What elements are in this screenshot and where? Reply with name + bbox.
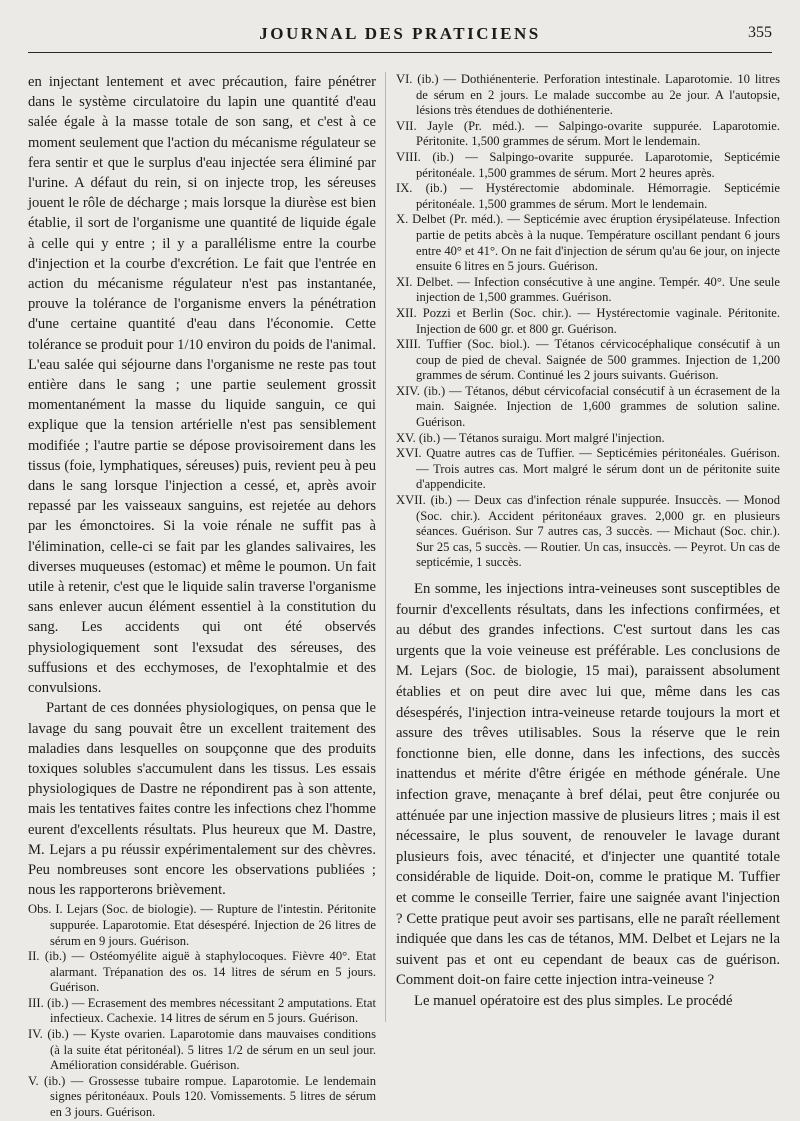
left-column [28, 72, 376, 1121]
observation-item: XI. Delbet. — Infection consécutive à une angine. Tempér. 40°. Une seule injection de 1,500 grammes. Guérison. [396, 274, 780, 305]
observation-item: IV. (ib.) — Kyste ovarien. Laparotomie dans mauvaises conditions (à la suite état péritonéal). 5 litres 1/2 de sérum en un seul jour. Amélioration considérable. Guérison. [28, 1027, 376, 1073]
body-paragraph: en injectant lentement et avec précaution, faire pénétrer dans le système circulatoire du lapin une quantité d'eau salée égale à la masse totale de son sang, et c'est à ce moment seulement que l'action du mécanisme régulateur se fera sentir et que le surplus d'eau injectée sera éliminé par l'urine. A défaut du rein, si on injecte trop, les séreuses jouent le rôle de décharge ; mais lorsque la diurèse est bien établie, il sort de l'organisme une quantité de liquide égale à celle qui y entre ; il y a parallélisme entre la courbe d'injection et la courbe d'excrétion. Le fait que l'entrée en action du mécanisme régulateur n'est pas instantanée, prouve la tolérance de l'organisme envers la pénétration d'une certaine quantité d'eau dans l'économie. Cette tolérance se produit pour 1/10 environ du poids de l'animal. L'eau salée qui séjourne dans l'organisme ne reste pas tout entière dans le sang ; une partie seulement grossit momentanément la masse du liquide sanguin, ce qui explique que la tension artérielle n'est pas sensiblement modifiée ; l'autre partie se dépose provisoirement dans les tissus (foie, lymphatiques, séreuses) puis, revient peu à peu dans le sang lorsque l'injection a cessé, et, après avoir repassé par les vaisseaux sanguins, est rejetée au dehors par les émonctoires. Si la voie rénale ne suffit pas à l'élimination, celle-ci se fait par les glandes salivaires, les diverses muqueuses (estomac) et même le poumon. Un fait utile à retenir, c'est que le liquide salin traverse l'organisme sans enlever aucun élément essentiel à la constitution du sang. Les accidents qui ont été observés physiologiquement sont l'exsudat des séreuses, des suffusions et des ecchymoses, de l'exophtalmie et des convulsions. [28, 74, 376, 697]
observation-item: XV. (ib.) — Tétanos suraigu. Mort malgré l'injection. [396, 430, 665, 445]
right-column [396, 72, 780, 1011]
running-header [28, 22, 772, 52]
body-paragraph: Partant de ces données physiologiques, on pensa que le lavage du sang pouvait être un excellent traitement des maladies dans lesquelles on soupçonne que des produits toxiques solubles s'accumulent dans les tissus. Les essais physiologiques de Dastre ne répondirent pas à son attente, mais les tentatives faites contre les infections chez l'homme eurent d'excellents résultats. Plus heureux que M. Dastre, M. Lejars a pu réussir expérimentalement sur des chèvres. Peu nombreuses sont encore les observations publiées ; nous les rapporterons brièvement. [28, 700, 376, 899]
header-rule [28, 52, 772, 53]
observation-item: VI. (ib.) — Dothiénenterie. Perforation intestinale. Laparotomie. 10 litres de sérum en 2 jours. Le malade succombe au 2e jour. A l'autopsie, lésions très étendues de dothiénenterie. [396, 72, 780, 118]
observation-item: XII. Pozzi et Berlin (Soc. chir.). — Hystérectomie vaginale. Péritonite. Injection de 600 gr. et 800 gr. Guérison. [396, 305, 780, 336]
body-paragraph: En somme, les injections intra-veineuses sont susceptibles de fournir d'excellents résultats, dans les infections confirmées, et au début des grandes infections. C'est surtout dans les cas urgents que la voie veineuse est préférable. Les conclusions de M. Lejars (Soc. de biologie, 15 mai), paraissent absolument établies et on peut dire avec lui que, même dans les cas désespérés, l'injection intra-veineuse retarde toujours la mort et assure des trêves utilisables. Sous la réserve que le rein fonctionne bien, elle donne, dans les infections, des succès inattendus et mérite d'être érigée en méthode générale. Une infection grave, menaçante à bref délai, peut être conjurée ou atténuée par une injection massive de plusieurs litres ; mais il est nécessaire, le plus souvent, de renouveler le lavage durant plusieurs fois, avec ténacité, et d'injecter une quantité totale considérable de liquide. Doit-on, comme le pratique M. Tuffier et comme le conseille Terrier, faire une saignée avant l'injection ? Cette pratique peut avoir ses partisans, elle ne paraît réellement indiquée que dans les cas de tétanos, MM. Delbet et Lejars ne la suivent pas et ont eu cependant de beaux cas de guérison. Comment doit-on faire cette injection intra-veineuse ? [396, 581, 780, 989]
observation-item: XVII. (ib.) — Deux cas d'infection rénale suppurée. Insuccès. — Monod (Soc. chir.). Accident péritonéaux graves. 2,000 gr. en plusieurs séances. Guérison. Sur 7 autres cas, 3 succès. — Michaut (Soc. chir.). Sur 25 cas, 5 succès. — Routier. Un cas, insuccès. — Peyrot. Un cas de septicémie, 1 succès. [396, 493, 780, 570]
observation-item: V. (ib.) — Grossesse tubaire rompue. Laparotomie. Le lendemain signes péritonéaux. Pouls 120. Vomissements. 5 litres de sérum en 3 jours. Guérison. [28, 1073, 376, 1120]
observation-item: X. Delbet (Pr. méd.). — Septicémie avec éruption érysipélateuse. Infection partie de petits abcès à la nuque. Température oscillant pendant 6 jours entre 40° et 41°. On ne fait d'injection de sérum qu'au 6e jour, on injecte ensuite 6 litres en 5 jours. Guérison. [396, 212, 780, 274]
body-paragraph: Le manuel opératoire est des plus simples. Le procédé [414, 992, 733, 1009]
journal-title: JOURNAL DES PRATICIENS [259, 24, 541, 43]
observation-item: XIV. (ib.) — Tétanos, début cérvicofacial consécutif à un écrasement de la main. Saignée. Injection de 1,600 grammes de solution saline. Guérison. [396, 383, 780, 430]
observation-item: II. (ib.) — Ostéomyélite aiguë à staphylocoques. Fièvre 40°. Etat alarmant. Trépanation des os. 14 litres de sérum en 5 jours. Guérison. [28, 949, 376, 995]
observation-item: Obs. I. Lejars (Soc. de biologie). — Rupture de l'intestin. Péritonite suppurée. Laparotomie. Etat désespéré. Injection de 26 litres de sérum en 9 jours. Guérison. [28, 902, 376, 948]
observation-item: VII. Jayle (Pr. méd.). — Salpingo-ovarite suppurée. Laparotomie. Péritonite. 1,500 grammes de sérum. Mort le lendemain. [396, 118, 780, 149]
page-number: 355 [748, 24, 772, 41]
column-divider [385, 72, 386, 1022]
observation-item: XIII. Tuffier (Soc. biol.). — Tétanos cérvicocéphalique consécutif à un coup de pied de cheval. Saignée de 500 grammes. Injection de 1,200 grammes de sérum. Continué les 2 jours suivants. Guérison. [396, 337, 780, 383]
observations-list [396, 72, 780, 571]
observation-item: VIII. (ib.) — Salpingo-ovarite suppurée. Laparotomie, Septicémie péritonéale. 1,500 grammes de sérum. Mort 2 heures après. [396, 149, 780, 180]
observation-item: III. (ib.) — Ecrasement des membres nécessitant 2 amputations. Etat infectieux. Cachexie. 14 litres de sérum en 5 jours. Guérison. [28, 995, 376, 1026]
observations-list [28, 902, 376, 1120]
observation-item: XVI. Quatre autres cas de Tuffier. — Septicémies péritonéales. Guérison. — Trois autres cas. Mort malgré le sérum dont un de péritonite suite d'appendicite. [396, 446, 780, 492]
observation-item: IX. (ib.) — Hystérectomie abdominale. Hémorragie. Septicémie péritonéale. 1,500 grammes de sérum. Mort le lendemain. [396, 181, 780, 211]
